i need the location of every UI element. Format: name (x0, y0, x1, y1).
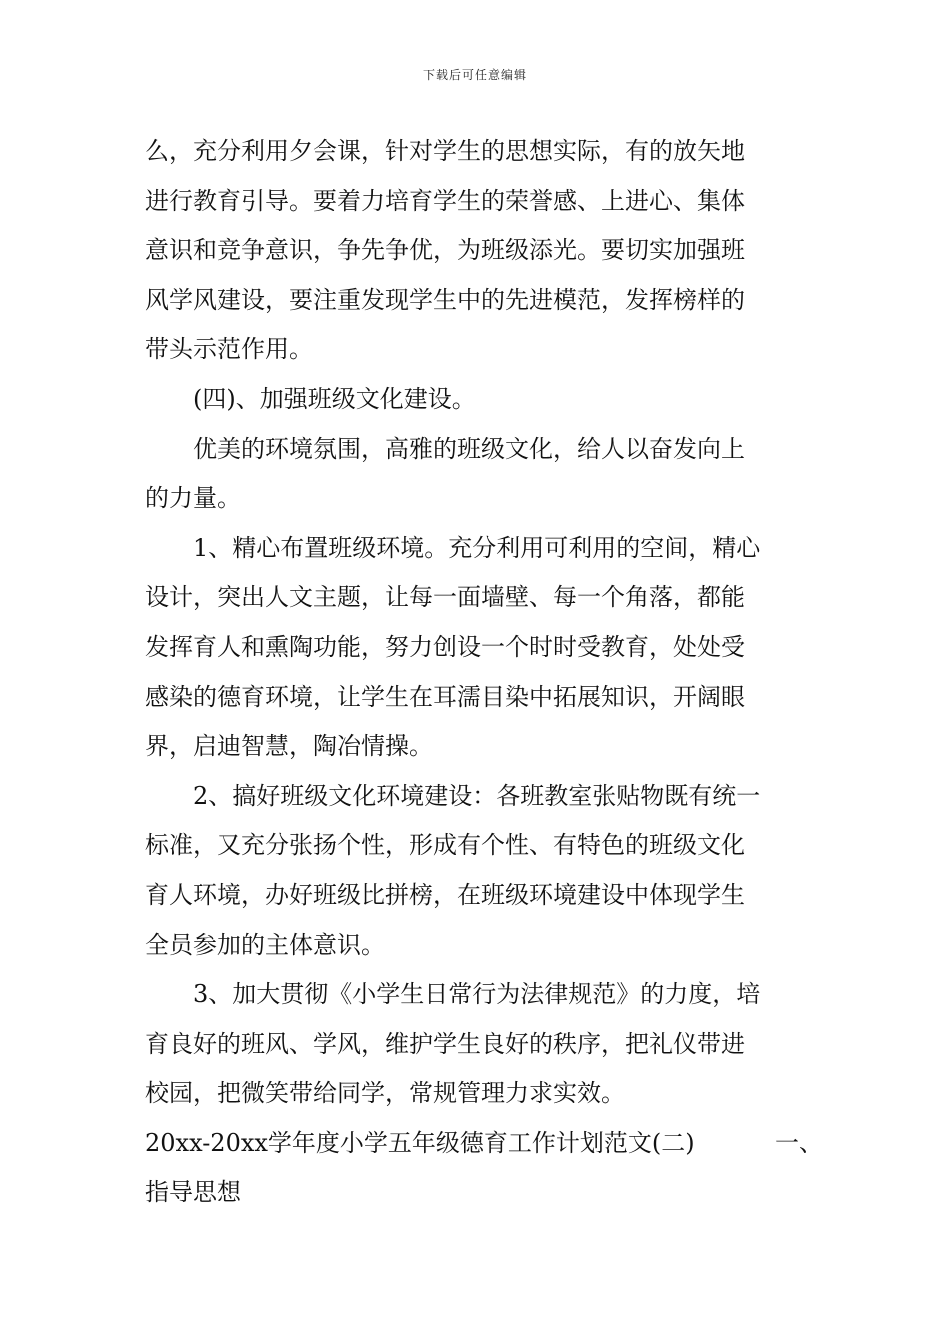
paragraph-line: 么，充分利用夕会课，针对学生的思想实际，有的放矢地 (145, 137, 745, 165)
paragraph-line: 风学风建设，要注重发现学生中的先进模范，发挥榜样的 (145, 285, 745, 314)
paragraph-line: 发挥育人和熏陶功能，努力创设一个时时受教育，处处受 (145, 632, 745, 661)
paragraph-line: 的力量。 (145, 484, 241, 513)
paragraph-line: 3、加大贯彻《小学生日常行为法律规范》的力度，培 (193, 980, 761, 1009)
paragraph-line: 意识和竞争意识，争先争优，为班级添光。要切实加强班 (145, 236, 745, 265)
document-body (145, 127, 823, 1218)
paragraph-line: 育良好的班风、学风，维护学生良好的秩序，把礼仪带进 (145, 1029, 745, 1058)
paragraph-line: 设计，突出人文主题，让每一面墙壁、每一个角落，都能 (145, 583, 745, 612)
document-title-line (145, 1119, 823, 1169)
paragraph-line: 优美的环境氛围，高雅的班级文化，给人以奋发向上 (193, 434, 745, 463)
section-heading: (四)、加强班级文化建设。 (193, 384, 476, 413)
paragraph-line: 1、精心布置班级环境。充分利用可利用的空间，精心 (193, 533, 761, 562)
section-heading: 指导思想 (145, 1178, 241, 1207)
paragraph-line: 全员参加的主体意识。 (145, 930, 385, 959)
paragraph-line: 标准，又充分张扬个性，形成有个性、有特色的班级文化 (145, 831, 745, 860)
paragraph-line: 2、搞好班级文化环境建设：各班教室张贴物既有统一 (193, 781, 761, 810)
paragraph-line: 感染的德育环境，让学生在耳濡目染中拓展知识，开阔眼 (145, 682, 745, 711)
paragraph-line: 校园，把微笑带给同学，常规管理力求实效。 (145, 1079, 625, 1108)
paragraph-line: 带头示范作用。 (145, 335, 313, 364)
paragraph-line: 进行教育引导。要着力培育学生的荣誉感、上进心、集体 (145, 186, 745, 215)
document-title: 20xx-20xx学年度小学五年级德育工作计划范文(二) (145, 1128, 695, 1157)
paragraph-line: 界，启迪智慧，陶冶情操。 (145, 732, 433, 761)
paragraph-line: 育人环境，办好班级比拼榜，在班级环境建设中体现学生 (145, 880, 745, 909)
page-header: 下载后可任意编辑 (422, 68, 527, 82)
section-number: 一、 (775, 1128, 823, 1157)
